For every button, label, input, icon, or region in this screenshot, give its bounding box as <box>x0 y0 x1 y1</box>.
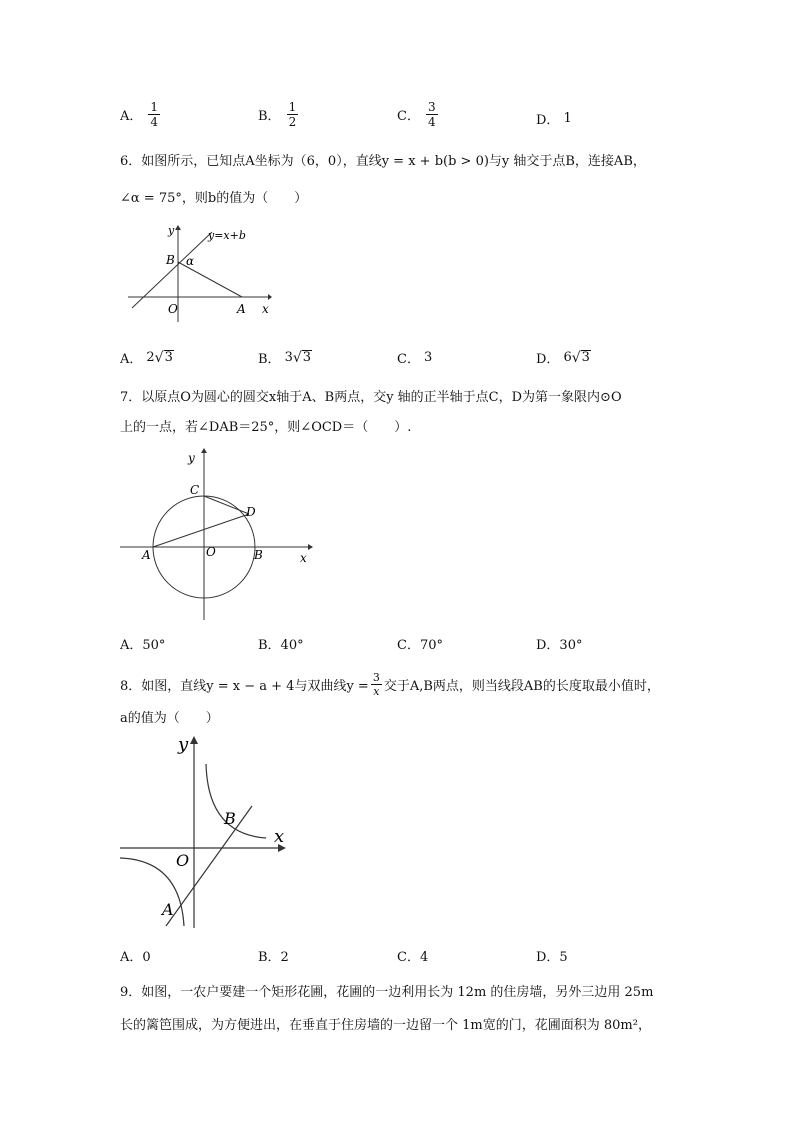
q7-option-c: C．70° <box>397 638 443 653</box>
x-axis-label: x <box>274 826 285 847</box>
q8-text-line1 <box>120 672 660 697</box>
point-d-label: D <box>246 505 256 519</box>
q5-option-c <box>397 101 438 128</box>
fraction <box>148 101 160 128</box>
q6-option-d <box>536 348 591 367</box>
q6-figure <box>120 222 280 322</box>
q9-text-line2: 长的篱笆围成，为方便进出，在垂直于住房墙的一边留一个 1m宽的门，花圃面积为 80m²， <box>120 1018 651 1033</box>
radicand: 3 <box>581 349 590 365</box>
fraction <box>371 672 382 697</box>
y-axis-label: y <box>188 451 195 465</box>
q8-option-a: A．0 <box>120 950 151 965</box>
point-b-label: B <box>254 548 263 562</box>
option-letter: A． <box>120 352 143 367</box>
q8-line1-end: 交于A,B两点，则当线段AB的长度取最小值时， <box>383 679 660 694</box>
option-letter: D． <box>536 352 560 367</box>
q8-text-line2: a的值为（ ） <box>120 711 219 726</box>
y-axis-arrow <box>175 225 181 230</box>
numerator: 1 <box>150 100 159 114</box>
sqrt-icon: √ <box>292 349 302 366</box>
segment-cd <box>204 496 249 514</box>
radicand: 3 <box>164 349 173 365</box>
q7-option-a: A．50° <box>120 638 166 653</box>
y-axis-arrow <box>201 448 207 453</box>
radical-expression <box>563 350 590 366</box>
q6-option-a <box>120 348 174 367</box>
y-axis-label: y <box>168 224 175 237</box>
point-a-label: A <box>142 548 151 562</box>
q8-option-d: D．5 <box>536 950 568 965</box>
option-letter: B． <box>258 109 281 124</box>
sqrt-icon: √ <box>571 349 581 366</box>
option-value: 1 <box>563 111 572 126</box>
q8-option-c: C．4 <box>397 950 429 965</box>
q6-option-b <box>258 348 312 367</box>
x-axis-label: x <box>300 551 307 565</box>
q7-figure <box>118 448 318 620</box>
point-a-label: A <box>162 900 174 919</box>
fraction <box>426 101 438 128</box>
option-letter: C． <box>397 352 420 367</box>
point-b-label: B <box>166 253 175 267</box>
q6-text-line2: ∠α = 75°，则b的值为（ ） <box>120 191 308 206</box>
radical-expression <box>146 350 173 366</box>
coefficient: 6 <box>563 350 572 365</box>
q7-text-line2: 上的一点，若∠DAB＝25°，则∠OCD＝（ ）. <box>120 420 412 435</box>
q8-option-b: B．2 <box>258 950 289 965</box>
q7-text-line1: 7．以原点O为圆心的圆交x轴于A、B两点，交y 轴的正半轴于点C，D为第一象限内⊙O <box>120 390 622 405</box>
q8-figure <box>118 734 290 930</box>
q5-option-d <box>536 109 572 128</box>
denominator: 4 <box>427 115 436 129</box>
option-letter: C． <box>397 109 420 124</box>
point-b-label: B <box>224 809 236 828</box>
point-a-label: A <box>237 302 246 316</box>
q6-text-line1: 6．如图所示，已知点A坐标为（6，0），直线y = x + b(b > 0)与y 轴交于点B，连接AB， <box>120 154 646 169</box>
q5-option-b <box>258 101 298 128</box>
hyperbola-branch-2 <box>120 858 184 926</box>
q8-line1-start: 8．如图，直线y = x − a + 4与双曲线y = <box>120 679 369 694</box>
radicand: 3 <box>302 349 312 365</box>
numerator: 3 <box>427 100 436 114</box>
sqrt-icon: √ <box>154 349 164 366</box>
x-axis-arrow <box>308 544 313 550</box>
y-axis-arrow <box>190 736 198 744</box>
radical-expression <box>285 350 312 366</box>
q6-option-c <box>397 348 432 367</box>
q5-option-a <box>120 101 160 128</box>
line-equation-label: y=x+b <box>208 229 246 242</box>
option-value: 3 <box>423 350 433 365</box>
option-letter: B． <box>258 352 281 367</box>
segment-ad <box>153 514 249 547</box>
denominator: 4 <box>150 115 159 129</box>
numerator: 1 <box>288 100 297 114</box>
x-axis-label: x <box>262 302 269 316</box>
hyperbola-branch-1 <box>206 764 266 838</box>
q7-option-d: D．30° <box>536 638 583 653</box>
denominator: 2 <box>288 115 297 129</box>
alpha-label: α <box>186 254 195 268</box>
origin-label: O <box>206 545 216 559</box>
origin-label: O <box>176 851 190 870</box>
numerator: 3 <box>372 671 380 684</box>
point-c-label: C <box>190 483 200 497</box>
coefficient: 2 <box>146 350 155 365</box>
q9-text-line1: 9．如图，一农户要建一个矩形花圃，花圃的一边利用长为 12m 的住房墙，另外三边用 25m <box>120 985 654 1000</box>
origin-label: O <box>168 302 178 316</box>
q7-option-b: B．40° <box>258 638 304 653</box>
x-axis-arrow <box>268 294 272 300</box>
option-letter: A． <box>120 109 143 124</box>
fraction <box>287 101 299 128</box>
option-letter: D． <box>536 113 560 128</box>
coefficient: 3 <box>284 350 293 365</box>
denominator: x <box>373 685 380 698</box>
y-axis-label: y <box>178 734 189 755</box>
